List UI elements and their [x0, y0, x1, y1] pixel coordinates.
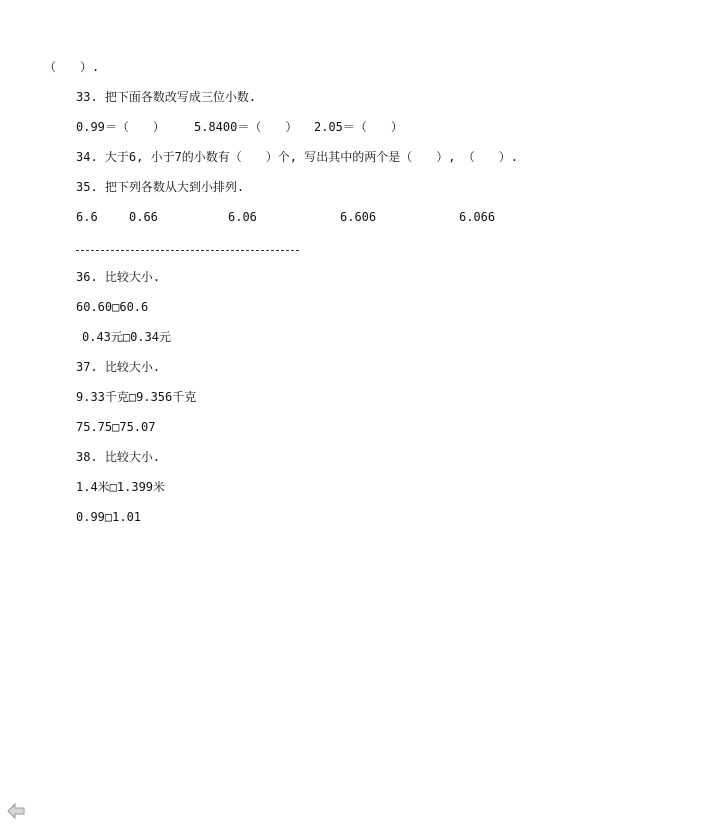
question-33: 33. 把下面各数改写成三位小数.	[76, 90, 257, 104]
question-37: 37. 比较大小.	[76, 360, 161, 374]
comparison-36-a: 60.60□60.6	[76, 300, 149, 314]
answer-underline	[76, 250, 299, 251]
number-item: 0.66	[129, 210, 158, 224]
number-item: 6.06	[228, 210, 257, 224]
number-item: 6.6	[76, 210, 98, 224]
comparison-37-b: 75.75□75.07	[76, 420, 156, 434]
question-38: 38. 比较大小.	[76, 450, 161, 464]
answer-33-b: 5.8400＝（ ）	[194, 120, 298, 134]
question-36: 36. 比较大小.	[76, 270, 161, 284]
answer-33-c: 2.05＝（ ）	[314, 120, 403, 134]
question-34: 34. 大于6, 小于7的小数有（ ）个, 写出其中的两个是（ ）, （ ）.	[76, 150, 518, 164]
answer-33-a: 0.99＝（ ）	[76, 120, 165, 134]
comparison-38-a: 1.4米□1.399米	[76, 480, 166, 494]
question-35-numbers	[76, 209, 506, 225]
question-35: 35. 把下列各数从大到小排列.	[76, 180, 245, 194]
comparison-37-a: 9.33千克□9.356千克	[76, 390, 197, 404]
number-item: 6.066	[459, 210, 496, 224]
back-arrow-icon	[6, 801, 26, 821]
number-item: 6.606	[340, 210, 377, 224]
comparison-36-b: 0.43元□0.34元	[82, 330, 172, 344]
continuation-text: （ ）.	[44, 60, 100, 74]
back-arrow-icon[interactable]	[6, 801, 26, 821]
question-33-answers	[76, 119, 436, 135]
comparison-38-b: 0.99□1.01	[76, 510, 142, 524]
